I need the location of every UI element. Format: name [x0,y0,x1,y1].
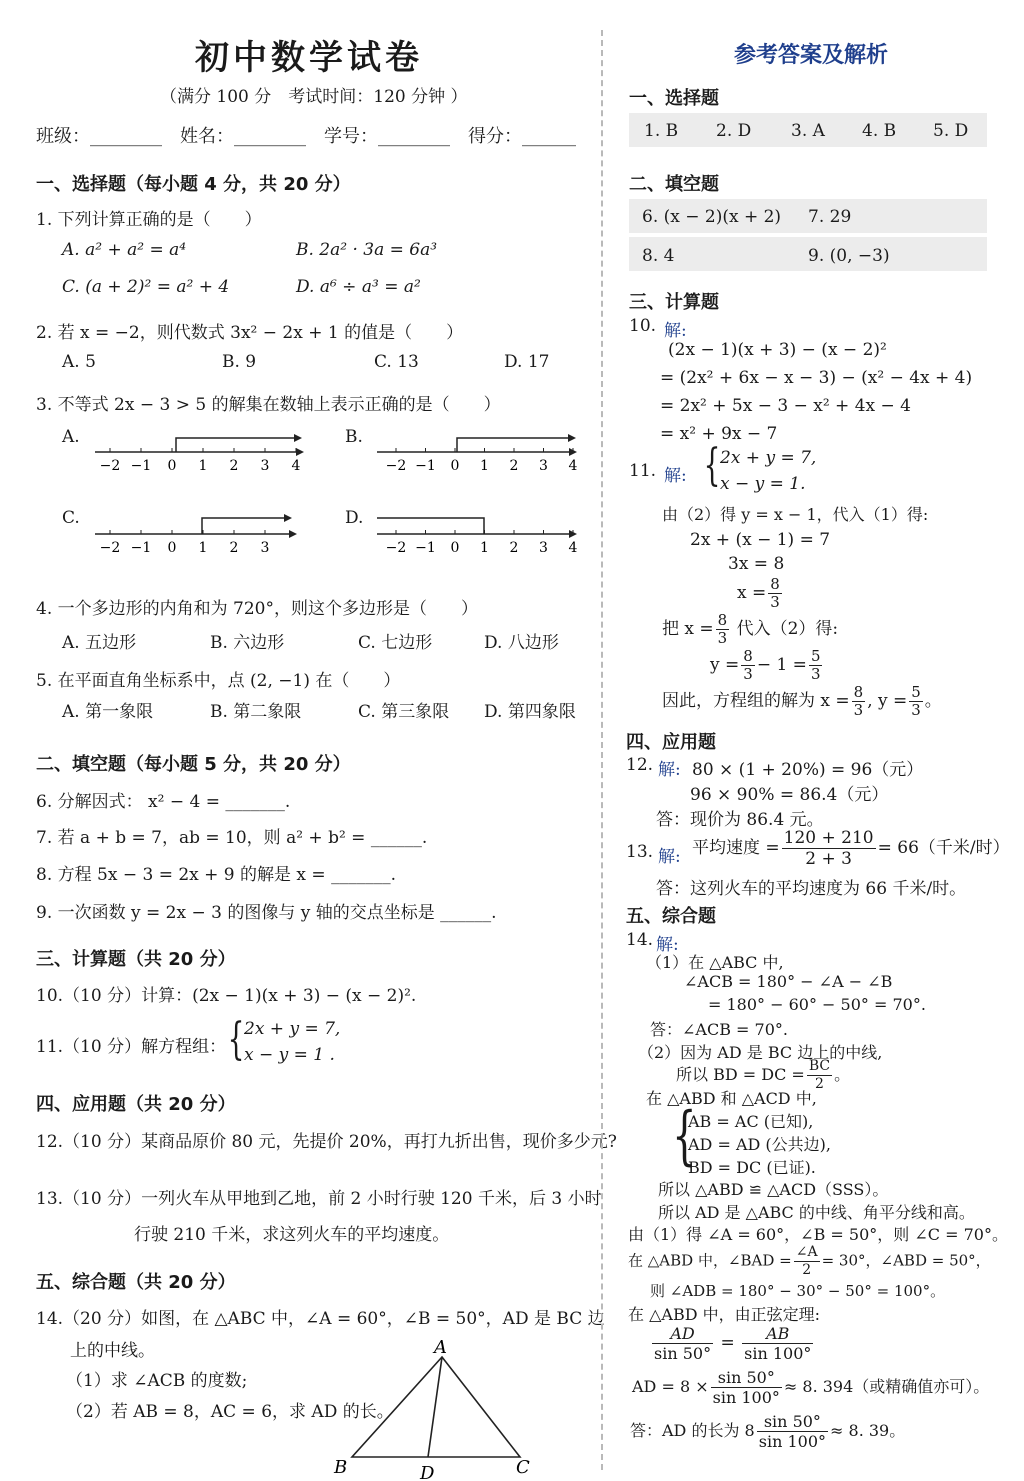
answer-10-number: 10. [629,316,657,336]
answer-11-brace: { [703,440,721,491]
answer-14-line-6: 所以 BD = DC = $\frac{BC}{2}$ 。 [676,1058,851,1092]
vertex-c-label: C [516,1457,530,1478]
answer-14-line-3: = 180° − 60° − 50° = 70°. [708,995,926,1014]
section-calc-heading: 三、计算题（共 20 分） [36,949,236,970]
tick-label: −1 [130,540,152,556]
q4-option-a: A. 五边形 [62,633,137,653]
answer-14-solution-label: 解: [656,935,679,955]
answer-14-line-12: 则 ∠ADB = 180° − 30° − 50° = 100°。 [650,1282,946,1300]
fill-answer-6: 6. (x − 2)(x + 2) [642,207,782,227]
q3-option-d: D. [345,508,364,528]
question-14-part-1: （1）求 ∠ACB 的度数; [66,1371,248,1391]
tick-label: 1 [480,540,489,556]
answer-11-line-4: x = $\frac{8}{3}$ [737,575,780,611]
tick-label: 3 [260,540,270,556]
answer-14-line-10: 由（1）得 ∠A = 60°，∠B = 50°，则 ∠C = 70°。 [628,1225,1008,1244]
answers-title: 参考答案及解析 [734,42,889,68]
section-applied-heading: 四、应用题（共 20 分） [36,1094,236,1115]
choice-answer-4: 4. B [862,121,897,141]
exam-subtitle: （满分 100 分 考试时间：120 分钟 ） [160,87,468,107]
question-2: 2. 若 x = −2，则代数式 3x² − 2x + 1 的值是（ ） [36,323,464,343]
vertex-b-label: B [334,1457,348,1478]
question-8: 8. 方程 5x − 3 = 2x + 9 的解是 x = _______. [36,865,396,885]
tick-label: −1 [130,458,152,474]
q11-brace: { [227,1014,245,1065]
q3-option-b: B. [345,427,363,447]
q3-option-c: C. [62,508,80,528]
answer-12-line-1: 80 × (1 + 20%) = 96（元） [692,760,924,780]
q1-option-d: D. a⁶ ÷ a³ = a² [296,277,421,297]
number-line-a [90,428,310,478]
answer-11-line-2: 2x + (x − 1) = 7 [690,530,831,550]
answer-12-line-2: 96 × 90% = 86.4（元） [690,785,889,805]
question-3: 3. 不等式 2x − 3 > 5 的解集在数轴上表示正确的是（ ） [36,395,501,415]
answer-14-line-15: AD = 8 × $\frac{\sin 50^\circ}{\sin 100^\circ}$ ≈ 8. 394（或精确值亦可）。 [632,1368,990,1407]
tick-label: −2 [385,540,407,556]
vertex-a-label: A [434,1337,447,1358]
q2-option-a: A. 5 [62,352,96,372]
answer-14-line-9: 所以 AD 是 △ABC 的中线、角平分线和高。 [658,1203,975,1222]
question-13-line-2: 行驶 210 千米，求这列火车的平均速度。 [134,1225,450,1245]
tick-label: 0 [167,540,177,556]
q5-option-b: B. 第二象限 [210,702,302,722]
question-9: 9. 一次函数 y = 2x − 3 的图像与 y 轴的交点坐标是 ______. [36,903,497,923]
tick-label: 0 [450,458,460,474]
student-info-line: 班级：________ 姓名：________ 学号：________ 得分：______ [36,126,576,147]
fill-answer-9: 9. (0, −3) [808,246,890,266]
answer-11-conclusion: 因此，方程组的解为 x = $\frac{8}{3}$ , y = $\frac{5}{3}$ 。 [662,683,942,719]
question-6: 6. 分解因式： x² − 4 = _______. [36,792,291,812]
choice-answer-2: 2. D [716,121,752,141]
q2-option-c: C. 13 [374,352,419,372]
answer-14-line-2: ∠ACB = 180° − ∠A − ∠B [684,972,893,991]
question-5: 5. 在平面直角坐标系中，点 (2, −1) 在（ ） [36,671,401,691]
answer-13-line-2: 答：这列火车的平均速度为 66 千米/时。 [656,879,967,899]
section-fill-heading: 二、填空题（每小题 5 分，共 20 分） [36,754,351,775]
q1-option-b: B. 2a² · 3a = 6a³ [296,240,438,260]
question-11: 11.（10 分）解方程组： [36,1037,227,1057]
q4-option-b: B. 六边形 [210,633,285,653]
tick-label: 2 [509,540,519,556]
answer-10-line-1: (2x − 1)(x + 3) − (x − 2)² [668,340,887,360]
answer-10-line-4: = x² + 9x − 7 [660,424,778,444]
q1-option-a: A. a² + a² = a⁴ [62,240,187,260]
tick-label: 3 [260,458,270,474]
exam-title: 初中数学试卷 [195,38,423,78]
answers-fill-heading: 二、填空题 [629,174,719,195]
answer-10-solution-label: 解: [664,321,687,341]
question-10: 10.（10 分）计算：(2x − 1)(x + 3) − (x − 2)². [36,986,417,1006]
answer-14-cond-3: BD = DC (已证). [688,1158,816,1177]
section-choice-heading: 一、选择题（每小题 4 分，共 20 分） [36,174,351,195]
tick-label: −1 [415,458,436,474]
q5-option-c: C. 第三象限 [358,702,450,722]
tick-label: 1 [198,458,208,474]
answer-14-line-13: 在 △ABD 中，由正弦定理: [628,1305,821,1324]
answer-10-line-2: = (2x² + 6x − x − 3) − (x² − 4x + 4) [660,368,973,388]
answer-11-equation-1: 2x + y = 7, [720,448,817,468]
answer-14-line-5: （2）因为 AD 是 BC 边上的中线, [638,1043,883,1062]
tick-label: 4 [568,540,578,556]
tick-label: −1 [415,540,436,556]
answer-11-line-6: y = $\frac{8}{3}$ − 1 = $\frac{5}{3}$ [710,647,821,683]
q4-option-d: D. 八边形 [484,633,559,653]
answer-11-solution-label: 解: [664,466,687,486]
choice-answer-5: 5. D [933,121,969,141]
answer-13-number: 13. [626,842,654,862]
tick-label: 1 [480,458,489,474]
answer-13-line-1: 平均速度 = $\frac{120 + 210}{2 + 3}$ = 66（千米/时） [692,828,1010,869]
q11-equation-1: 2x + y = 7, [244,1019,341,1039]
fill-answer-8: 8. 4 [642,246,675,266]
answer-14-line-11: 在 △ABD 中，∠BAD = $\frac{\angle A}{2}$ = 30°，∠ABD = 50°， [628,1244,991,1278]
section-comprehensive-heading: 五、综合题（共 20 分） [36,1272,236,1293]
answer-12-line-3: 答：现价为 86.4 元。 [656,810,824,830]
answer-14-cond-2: AD = AD (公共边), [688,1135,832,1154]
choice-answer-1: 1. B [644,121,679,141]
answer-12-number: 12. [626,755,654,775]
column-divider [601,30,603,1470]
answer-14-line-7: 在 △ABD 和 △ACD 中, [646,1089,817,1108]
question-4: 4. 一个多边形的内角和为 720°，则这个多边形是（ ） [36,599,478,619]
answer-11-equation-2: x − y = 1. [720,474,806,494]
answer-11-line-5: 把 x = $\frac{8}{3}$ 代入（2）得: [662,611,839,647]
tick-label: 0 [450,540,460,556]
q5-option-a: A. 第一象限 [62,702,154,722]
tick-label: 2 [509,458,519,474]
tick-label: 2 [229,540,239,556]
question-1: 1. 下列计算正确的是（ ） [36,210,262,230]
number-line-c [90,510,305,560]
tick-label: 4 [291,458,301,474]
question-14-line-2: 上的中线。 [70,1341,155,1361]
answer-14-line-4: 答：∠ACB = 70°. [650,1020,788,1039]
point-d-label: D [420,1463,435,1481]
answer-11-number: 11. [629,461,657,481]
answer-11-line-3: 3x = 8 [728,554,785,574]
q2-option-d: D. 17 [504,352,550,372]
tick-label: 0 [167,458,177,474]
answer-11-line-1: 由（2）得 y = x − 1，代入（1）得: [662,505,929,524]
q2-option-b: B. 9 [222,352,257,372]
answer-10-line-3: = 2x² + 5x − 3 − x² + 4x − 4 [660,396,911,416]
number-line-b [372,428,587,478]
answers-comprehensive-heading: 五、综合题 [626,906,716,927]
triangle-diagram [330,1335,540,1481]
tick-label: 1 [198,540,208,556]
answers-choice-heading: 一、选择题 [629,88,719,109]
question-7: 7. 若 a + b = 7，ab = 10，则 a² + b² = ______. [36,828,428,848]
tick-label: 2 [229,458,239,474]
q11-equation-2: x − y = 1 . [244,1045,335,1065]
question-14-line-1: 14.（20 分）如图，在 △ABC 中，∠A = 60°，∠B = 50°，AD 是 BC 边 [36,1309,605,1329]
answer-14-final: 答：AD 的长为 8 $\frac{\sin 50^\circ}{\sin 100^\circ}$ ≈ 8. 39。 [630,1412,906,1451]
question-12: 12.（10 分）某商品原价 80 元，先提价 20%，再打九折出售，现价多少元? [36,1132,617,1152]
answers-calc-heading: 三、计算题 [629,292,719,313]
tick-label: 3 [539,458,548,474]
tick-label: −2 [385,458,407,474]
answer-14-cond-1: AB = AC (已知), [688,1112,814,1131]
tick-label: 4 [568,458,578,474]
q5-option-d: D. 第四象限 [484,702,576,722]
answer-13-solution-label: 解: [658,847,681,867]
choice-answer-3: 3. A [791,121,825,141]
answer-14-line-1: （1）在 △ABC 中, [646,953,784,972]
tick-label: −2 [99,540,121,556]
fill-answer-7: 7. 29 [808,207,852,227]
tick-label: 3 [539,540,548,556]
question-14-part-2: （2）若 AB = 8，AC = 6，求 AD 的长。 [66,1402,394,1422]
sine-law-equation: $\frac{AD}{\sin 50^\circ}$ = $\frac{AB}{\sin 100^\circ}$ [654,1324,812,1363]
q3-option-a: A. [62,427,80,447]
number-line-d [372,510,587,560]
q1-option-c: C. (a + 2)² = a² + 4 [62,277,230,297]
tick-label: −2 [99,458,121,474]
answer-14-line-8: 所以 △ABD ≌ △ACD（SSS）。 [658,1180,889,1199]
answer-14-number: 14. [626,930,654,950]
q4-option-c: C. 七边形 [358,633,433,653]
answer-14-brace: { [672,1099,697,1173]
question-13-line-1: 13.（10 分）一列火车从甲地到乙地，前 2 小时行驶 120 千米，后 3 小时 [36,1189,602,1209]
answers-applied-heading: 四、应用题 [626,732,716,753]
answer-12-solution-label: 解: [658,760,681,780]
